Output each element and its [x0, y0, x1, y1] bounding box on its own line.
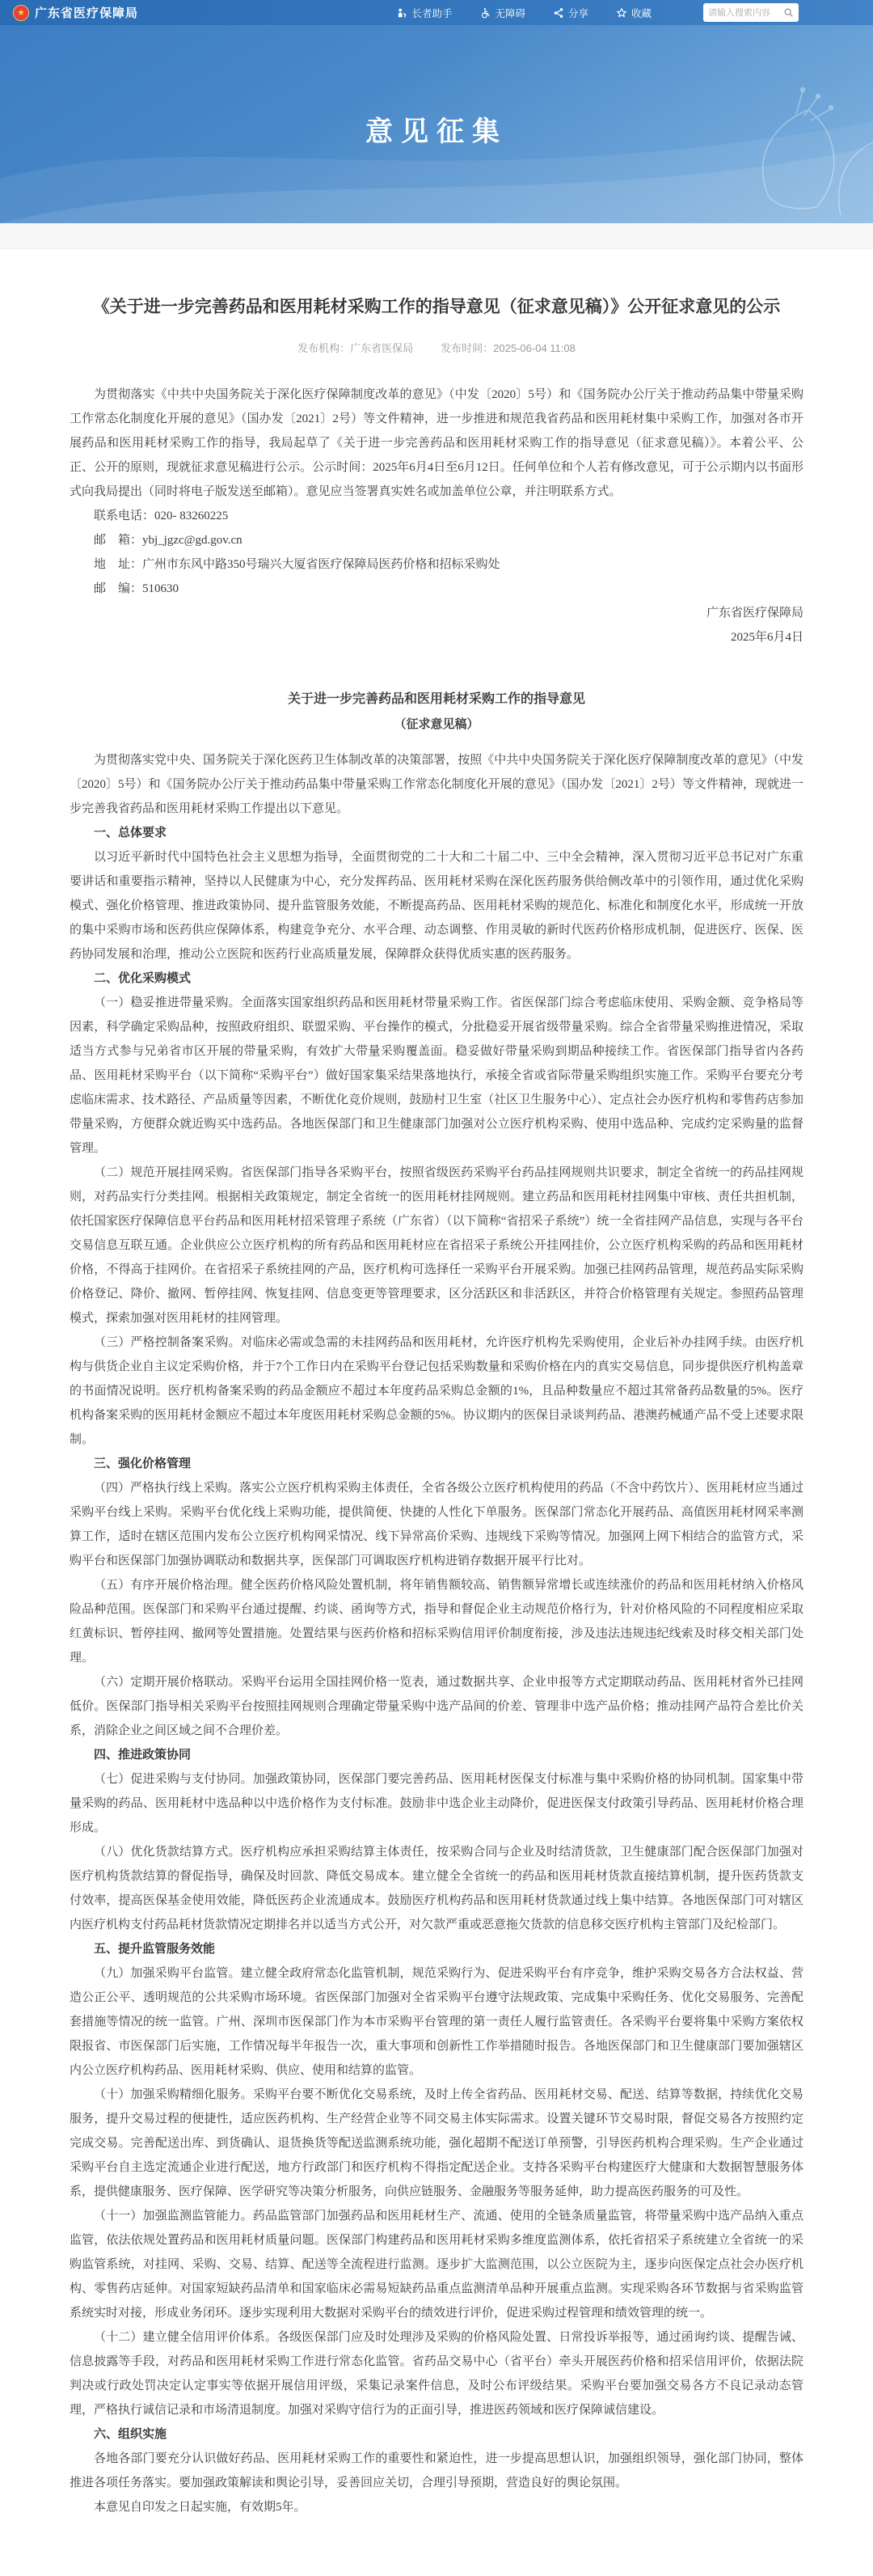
section-heading: 六、组织实施 — [94, 2427, 167, 2441]
paragraph: 邮 箱：ybj_jgzc@gd.gov.cn — [94, 533, 242, 547]
site-name: 广东省医疗保障局 — [35, 6, 139, 20]
paragraph: （二）规范开展挂网采购。省医保部门指导各采购平台，按照省级医药采购平台药品挂网规则共识要求，制定全省统一的药品挂网规则，对药品实行分类挂网。根据相关政策规定，制定全省统一的医用耗材挂网规则。建立药品和医用耗材挂网集中审核、责任共担机制，依托国家医疗保障信息平台药品和医用耗材招采管理子系统（广东省）（以下简称“省招采子系统”）统一全省挂网产品信息，实现与各平台交易信息互联互通。企业供应公立医疗机构的所有药品和医用耗材应在省招采子系统公开挂网挂价，公立医疗机构采购的药品和医用耗材价格，不得高于挂网价。在省招采子系统挂网的产品，医疗机构可选择任一采购平台开展采购。加强已挂网药品管理，规范药品实际采购价格登记、降价、撤网、暂停挂网、恢复挂网、信息变更等管理要求，区分活跃区和非活跃区，并符合价格管理有关规定。参照药品管理模式，探索加强对医用耗材的挂网管理。 — [70, 1165, 803, 1325]
publisher-value: 广东省医保局 — [350, 341, 414, 354]
paragraph: （三）严格控制备案采购。对临床必需或急需的未挂网药品和医用耗材，允许医疗机构先采购使用，企业后补办挂网手续。由医疗机构与供货企业自主议定采购价格，并于7个工作日内在采购平台登记包括采购数量和采购价格在内的真实交易信息，同步提供医疗机构盖章的书面情况说明。医疗机构备案采购的药品金额应不超过本年度药品采购总金额的1%，且品种数量应不超过其常备药品数量的5%。医疗机构备案采购的医用耗材金额应不超过本年度医用耗材采购总金额的5%。协议期内的医保目录谈判药品、港澳药械通产品不受上述要求限制。 — [70, 1335, 803, 1446]
paragraph: （七）促进采购与支付协同。加强政策协同，医保部门要完善药品、医用耗材医保支付标准与集中采购价格的协同机制。国家集中带量采购的药品、医用耗材中选品种以中选价格作为支付标准。鼓励非中选企业主动降价，促进医保支付政策引导药品、医用耗材价格合理形成。 — [70, 1772, 803, 1834]
header-nav — [396, 3, 799, 22]
accessibility-icon — [479, 7, 491, 19]
article-container — [0, 249, 873, 2576]
accessibility-button[interactable] — [479, 6, 525, 20]
paragraph: （四）严格执行线上采购。落实公立医疗机构采购主体责任，全省各级公立医疗机构使用的药品（不含中药饮片）、医用耗材应当通过采购平台线上采购。采购平台优化线上采购功能，提供简便、快捷的人性化下单服务。医保部门常态化开展药品、高值医用耗材网采率测算工作，适时在辖区范围内发布公立医疗机构网采情况、线下异常高价采购、违规线下采购等情况。加强网上网下相结合的监管方式，采购平台和医保部门加强协调联动和数据共享，医保部门可调取医疗机构进销存数据开展平行比对。 — [70, 1481, 803, 1567]
article-meta — [70, 340, 803, 355]
share-button[interactable] — [553, 6, 588, 20]
favorite-button[interactable] — [616, 6, 652, 20]
article-body — [70, 383, 803, 2519]
paragraph: 为贯彻落实《中共中央国务院关于深化医疗保障制度改革的意见》（中发〔2020〕5号）和《国务院办公厅关于推动药品集中带量采购工作常态化制度化开展的意见》（国办发〔2021〕2号）等文件精神，进一步推进和规范我省药品和医用耗材集中采购工作，加强对各市开展药品和医用耗材采购工作的指导，我局起草了《关于进一步完善药品和医用耗材采购工作的指导意见（征求意见稿）》。本着公平、公正、公开的原则，现就征求意见稿进行公示。公示时间：2025年6月4日至6月12日。任何单位和个人若有修改意见，可于公示期内以书面形式向我局提出（同时将电子版发送至邮箱）。意见应当签署真实姓名或加盖单位公章，并注明联系方式。 — [70, 387, 803, 498]
share-label: 分享 — [567, 7, 588, 19]
document-title: （征求意见稿） — [394, 717, 479, 731]
paragraph: 为贯彻落实党中央、国务院关于深化医药卫生体制改革的决策部署，按照《中共中央国务院关于深化医疗保障制度改革的意见》（中发〔2020〕5号）和《国务院办公厅关于推动药品集中带量采购工作常态化制度化开展的意见》（国办发〔2021〕2号）等文件精神，现就进一步完善我省药品和医用耗材采购工作提出以下意见。 — [70, 753, 803, 815]
site-logo-link[interactable] — [13, 4, 138, 21]
publish-time-value: 2025-06-04 11:08 — [493, 341, 576, 354]
elder-assist-button[interactable] — [396, 6, 452, 20]
paragraph: （五）有序开展价格治理。健全医药价格风险处置机制，将年销售额较高、销售额异常增长或连续涨价的药品和医用耗材纳入价格风险品种范围。医保部门和采购平台通过提醒、约谈、函询等方式，指导和督促企业主动规范价格行为，针对价格风险的不同程度相应采取红黄标识、暂停挂网、撤网等处置措施。处置结果与医药价格和招标采购信用评价制度衔接，涉及违法违规违纪线索及时移交相关部门处理。 — [70, 1578, 803, 1664]
paragraph: （一）稳妥推进带量采购。全面落实国家组织药品和医用耗材带量采购工作。省医保部门综合考虑临床使用、采购金额、竞争格局等因素，科学确定采购品种，按照政府组织、联盟采购、平台操作的模式，分批稳妥开展省级带量采购。综合全省带量采购推进情况，采取适当方式参与兄弟省市区开展的带量采购，有效扩大带量采购覆盖面。稳妥做好带量采购到期品种接续工作。省医保部门指导省内各药品、医用耗材采购平台（以下简称“采购平台”）做好国家集采结果落地执行，承接全省或省际带量采购组织实施工作。采购平台要充分考虑临床需求、技术路径、产品质量等因素，不断优化竞价规则，鼓励村卫生室（社区卫生服务中心）、定点社会办医疗机构和零售药店参加带量采购，方便群众就近购买中选药品。各地医保部门和卫生健康部门加强对公立医疗机构采购、使用中选品种、完成约定采购量的监督管理。 — [70, 996, 803, 1155]
paragraph: 邮 编：510630 — [94, 582, 179, 595]
signoff-line: 广东省医疗保障局 — [706, 606, 803, 620]
article-title: 《关于进一步完善药品和医用耗材采购工作的指导意见（征求意见稿）》公开征求意见的公示 — [92, 297, 781, 316]
section-heading: 一、总体要求 — [94, 826, 167, 840]
star-icon — [616, 7, 627, 19]
paragraph: （十二）建立健全信用评价体系。各级医保部门应及时处理涉及采购的价格风险处置、日常投诉举报等，通过函询约谈、提醒告诫、信息披露等手段，对药品和医用耗材采购工作进行常态化监管。省药品交易中心（省平台）牵头开展医药价格和招采信用评价，依据法院判决或行政处罚决定认定事实等依据开展信用评级，采集记录案件信息，及时公布评级结果。采购平台要加强交易各方不良记录动态管理，严格执行诚信记录和市场清退制度。加强对采购守信行为的正面引导，推进医药领域和医疗保障诚信建设。 — [70, 2330, 803, 2417]
signoff-line: 2025年6月4日 — [730, 630, 803, 644]
section-heading: 四、推进政策协同 — [94, 1748, 192, 1762]
banner-divider — [0, 223, 873, 249]
section-heading: 三、强化价格管理 — [94, 1457, 192, 1470]
elder-assist-icon — [396, 7, 407, 19]
paragraph: （十一）加强监测监管能力。药品监管部门加强药品和医用耗材生产、流通、使用的全链条质量监管，将带量采购中选产品纳入重点监管，依法依规处置药品和医用耗材质量问题。医保部门构建药品和医用耗材采购多维度监测体系，依托省招采子系统建立全省统一的采购监管系统，对挂网、采购、交易、结算、配送等全流程进行监测。逐步扩大监测范围，以公立医院为主，逐步向医保定点社会办医疗机构、零售药店延伸。对国家短缺药品清单和国家临床必需易短缺药品重点监测清单品种开展重点监测。实现采购各环节数据与省采购监管系统实时对接，形成业务闭环。逐步实现利用大数据对采购平台的绩效进行评价，促进采购过程管理和绩效管理的统一。 — [70, 2209, 803, 2320]
favorite-label: 收藏 — [630, 7, 652, 19]
paragraph: 各地各部门要充分认识做好药品、医用耗材采购工作的重要性和紧迫性，进一步提高思想认识，加强组织领导，强化部门协同，整体推进各项任务落实。要加强政策解读和舆论引导，妥善回应关切，合理引导预期，营造良好的舆论氛围。 — [70, 2451, 803, 2489]
elder-assist-label: 长者助手 — [411, 7, 453, 19]
section-heading: 二、优化采购模式 — [94, 971, 192, 985]
paragraph: 联系电话：020- 83260225 — [94, 509, 229, 522]
search-input[interactable] — [708, 8, 783, 18]
paragraph: 地 址：广州市东风中路350号瑞兴大厦省医疗保障局医药价格和招标采购处 — [94, 557, 500, 571]
paragraph: （十）加强采购精细化服务。采购平台要不断优化交易系统，及时上传全省药品、医用耗材交易、配送、结算等数据，持续优化交易服务，提升交易过程的便捷性，适应医药机构、生产经营企业等不同交易主体实际需求。设置关键环节交易时限，督促交易各方按照约定完成交易。完善配送出库、到货确认、退货换货等配送监测系统功能，强化超期不配送订单预警，引导医药机构合理采购。生产企业通过采购平台自主选定流通企业进行配送，地方行政部门和医疗机构不得指定配送企业。支持各采购平台构建医疗大健康和大数据智慧服务体系，提供健康服务、医疗保障、医学研究等决策分析服务，向供应链服务、金融服务等服务延伸，助力提高医药服务的可及性。 — [70, 2087, 803, 2198]
accessibility-label: 无障碍 — [495, 7, 525, 19]
publish-time-label: 发布时间： — [441, 341, 494, 354]
section-heading: 五、提升监管服务效能 — [94, 1942, 216, 1956]
paragraph: （九）加强采购平台监管。建立健全政府常态化监管机制，规范采购行为、促进采购平台有序竞争，维护采购交易各方合法权益、营造公正公平、透明规范的公共采购市场环境。省医保部门加强对全省采购平台遵守法规政策、完成集中采购任务、优化交易服务、完善配套措施等情况的统一监管。广州、深圳市医保部门作为本市采购平台管理的第一责任人履行监管责任。各采购平台要将集中采购方案依权限报省、市医保部门后实施，工作情况每半年报告一次，重大事项和创新性工作举措随时报告。各地医保部门和卫生健康部门要加强辖区内公立医疗机构药品、医用耗材采购、供应、使用和结算的监管。 — [70, 1966, 803, 2077]
banner-title: 意见征集 — [365, 117, 508, 147]
paragraph: （六）定期开展价格联动。采购平台运用全国挂网价格一览表，通过数据共享、企业申报等方式定期联动药品、医用耗材省外已挂网低价。医保部门指导相关采购平台按照挂网规则合理确定带量采购中选产品间的价差、管理非中选产品价格；推动挂网产品符合差比价关系，消除企业之间区域之间不合理价差。 — [70, 1675, 803, 1737]
page-banner — [0, 25, 873, 223]
paragraph: （八）优化货款结算方式。医疗机构应承担采购结算主体责任，按采购合同与企业及时结清货款，卫生健康部门配合医保部门加强对医疗机构货款结算的督促指导，确保及时回款、降低交易成本。建立健全全省统一的药品和医用耗材货款直接结算机制，提升医药货款支付效率，提高医保基金使用效能，降低医药企业流通成本。鼓励医疗机构药品和医用耗材货款通过线上集中结算。各地医保部门可对辖区内医疗机构支付药品耗材货款情况定期排名并以适当方式公开，对欠款严重或恶意拖欠货款的信息移交医疗机构主管部门及纪检部门。 — [70, 1845, 803, 1931]
paragraph: 本意见自印发之日起实施，有效期5年。 — [94, 2500, 306, 2514]
share-icon — [553, 7, 564, 19]
search-box — [703, 3, 799, 22]
search-icon[interactable] — [783, 7, 794, 18]
national-emblem-icon: ★ — [13, 5, 29, 21]
top-header-bar — [0, 0, 873, 25]
paragraph: 以习近平新时代中国特色社会主义思想为指导，全面贯彻党的二十大和二十届二中、三中全会精神，深入贯彻习近平总书记对广东重要讲话和重要指示精神，坚持以人民健康为中心，充分发挥药品、医用耗材采购在深化医药服务供给侧改革中的引领作用，通过优化采购模式、强化价格管理、推进政策协同、提升监管服务效能，不断提高药品、医用耗材采购的规范化、标准化和制度化水平，形成统一开放的集中采购市场和医药供应保障体系，构建竞争充分、水平合理、动态调整、作用灵敏的新时代医药价格形成机制，促进医疗、医保、医药协同发展和治理，推动公立医院和医药行业高质量发展，保障群众获得优质实惠的医药服务。 — [70, 850, 803, 961]
document-title: 关于进一步完善药品和医用耗材采购工作的指导意见 — [287, 692, 585, 706]
publisher-label: 发布机构： — [297, 341, 351, 354]
